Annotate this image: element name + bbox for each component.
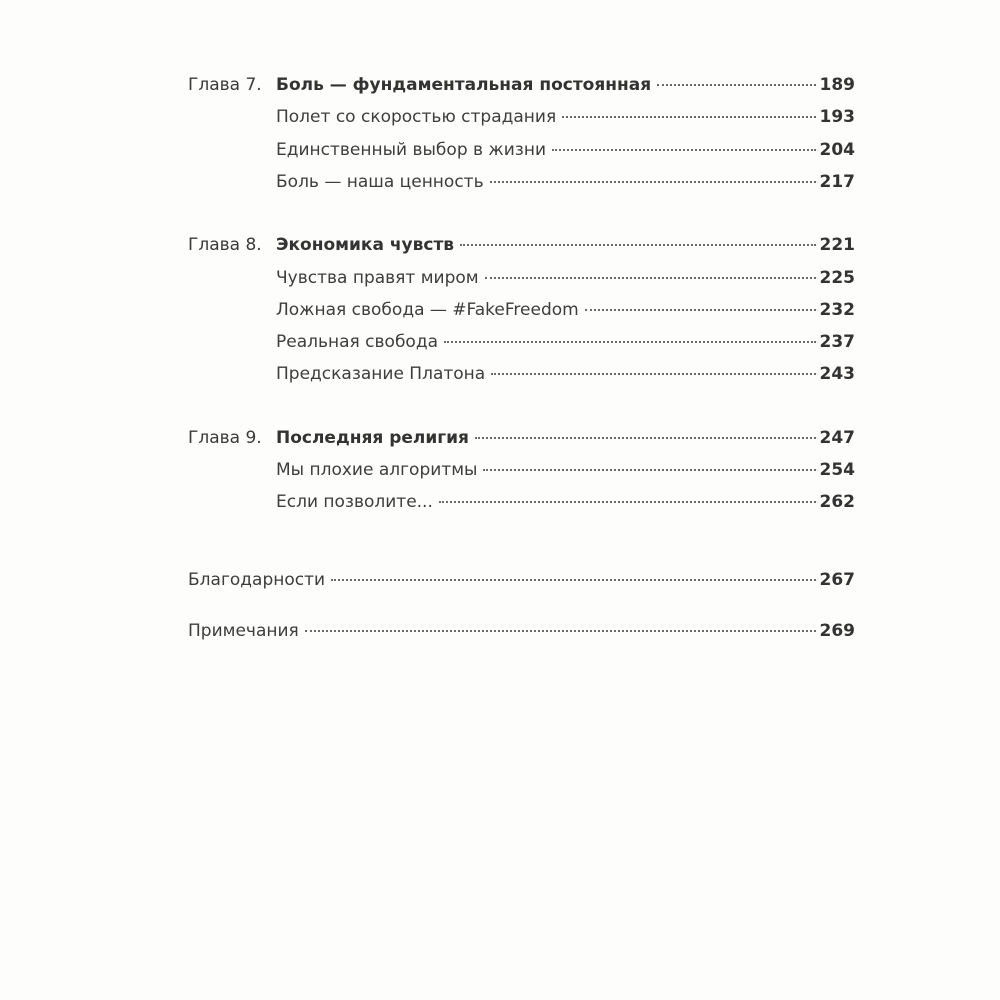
toc-section[interactable] xyxy=(276,265,855,291)
toc-section[interactable] xyxy=(276,329,855,355)
dot-leader xyxy=(475,437,816,439)
dot-leader xyxy=(485,277,816,279)
page-number: 204 xyxy=(819,140,855,160)
page-number: 247 xyxy=(819,428,855,448)
page-number: 243 xyxy=(819,364,855,384)
dot-leader xyxy=(552,149,816,151)
toc-chapter-7[interactable] xyxy=(188,72,855,98)
page-number: 254 xyxy=(819,460,855,480)
dot-leader xyxy=(305,630,816,632)
dot-leader xyxy=(657,84,815,86)
dot-leader xyxy=(585,309,816,311)
page-number: 189 xyxy=(819,75,855,95)
section-title: Предсказание Платона xyxy=(276,364,486,384)
page-number: 221 xyxy=(819,235,855,255)
toc-section[interactable] xyxy=(276,137,855,163)
toc-section[interactable] xyxy=(276,361,855,387)
chapter-title: Боль — фундаментальная постоянная xyxy=(276,75,652,95)
backmatter-title: Благодарности xyxy=(188,570,326,590)
section-title: Ложная свобода — #FakeFreedom xyxy=(276,300,579,320)
dot-leader xyxy=(562,116,815,118)
page-number: 237 xyxy=(819,332,855,352)
toc-chapter-8[interactable] xyxy=(188,232,855,258)
section-title: Чувства правят миром xyxy=(276,268,479,288)
backmatter-title: Примечания xyxy=(188,621,299,641)
dot-leader xyxy=(439,501,816,503)
section-title: Мы плохие алгоритмы xyxy=(276,460,478,480)
page-number: 225 xyxy=(819,268,855,288)
dot-leader xyxy=(490,181,816,183)
page-number: 217 xyxy=(819,172,855,192)
dot-leader xyxy=(444,341,816,343)
toc-notes[interactable] xyxy=(188,618,855,644)
page-number: 262 xyxy=(819,492,855,512)
chapter-title: Экономика чувств xyxy=(276,235,455,255)
toc-chapter-9[interactable] xyxy=(188,425,855,451)
page-number: 232 xyxy=(819,300,855,320)
toc-section[interactable] xyxy=(276,297,855,323)
dot-leader xyxy=(460,244,815,246)
page-number: 193 xyxy=(819,107,855,127)
section-title: Полет со скоростью страдания xyxy=(276,107,557,127)
dot-leader xyxy=(331,579,815,581)
section-title: Боль — наша ценность xyxy=(276,172,484,192)
toc-section[interactable] xyxy=(276,489,855,515)
chapter-title: Последняя религия xyxy=(276,428,469,448)
chapter-label: Глава 7. xyxy=(188,75,262,95)
section-title: Если позволите... xyxy=(276,492,433,512)
toc-acknowledgements[interactable] xyxy=(188,567,855,593)
page-number: 267 xyxy=(819,570,855,590)
section-title: Единственный выбор в жизни xyxy=(276,140,546,160)
chapter-label: Глава 8. xyxy=(188,235,262,255)
dot-leader xyxy=(491,373,815,375)
chapter-label: Глава 9. xyxy=(188,428,262,448)
toc-section[interactable] xyxy=(276,104,855,130)
dot-leader xyxy=(483,469,815,471)
toc-section[interactable] xyxy=(276,457,855,483)
toc-section[interactable] xyxy=(276,169,855,195)
section-title: Реальная свобода xyxy=(276,332,438,352)
page-number: 269 xyxy=(819,621,855,641)
